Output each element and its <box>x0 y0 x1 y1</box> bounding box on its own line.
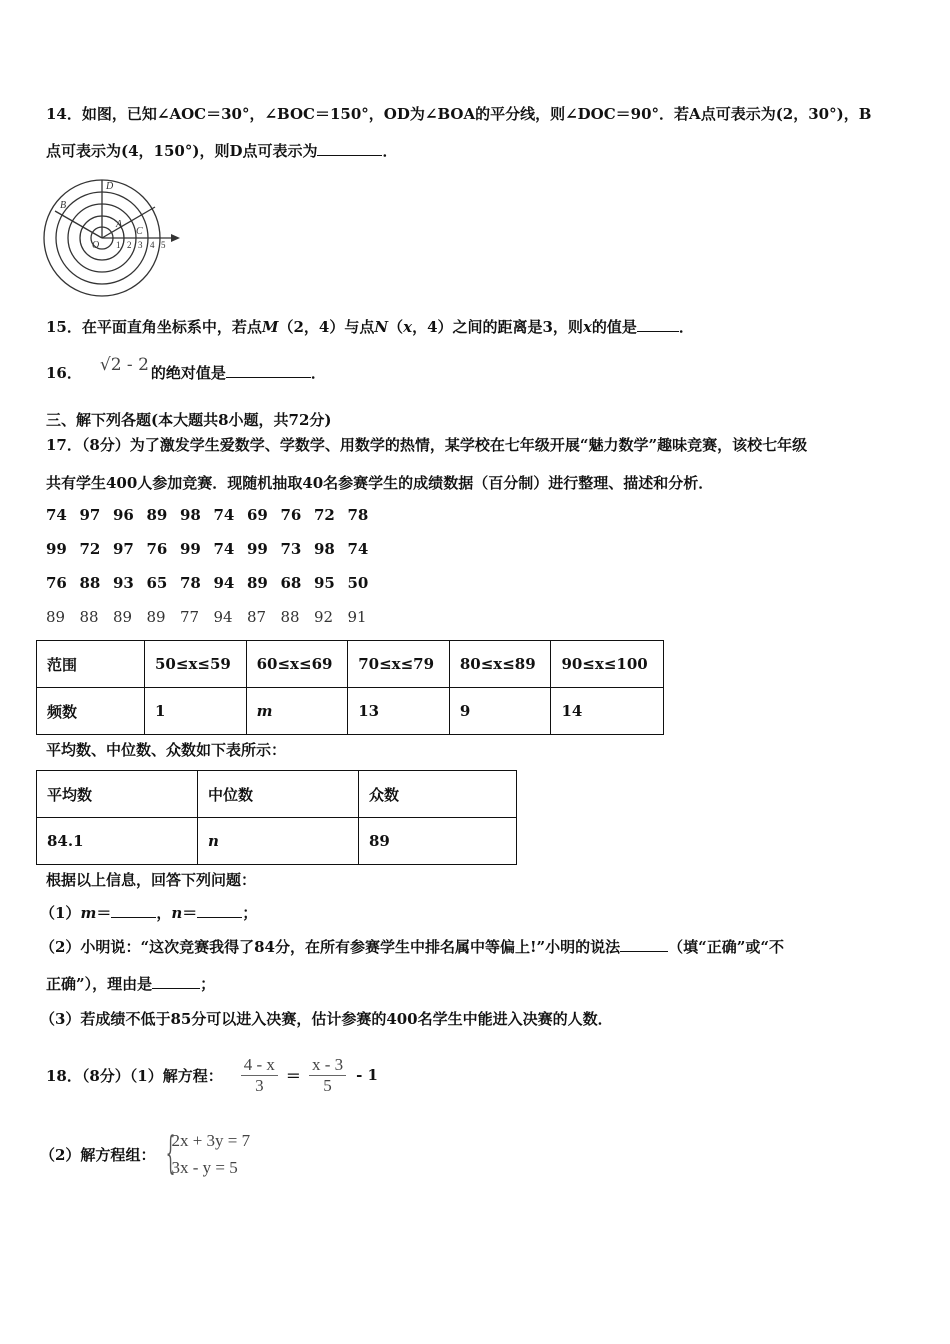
section-heading: 三、解下列各题(本大题共8小题，共72分) <box>46 411 332 429</box>
score: 89 <box>113 608 133 626</box>
score: 88 <box>79 574 101 592</box>
var-m: M <box>261 318 279 336</box>
score: 72 <box>79 540 101 558</box>
table-cell: 70≤x≤79 <box>348 641 450 688</box>
score: 87 <box>247 608 267 626</box>
table-cell: 1 <box>145 688 247 735</box>
score: 99 <box>46 540 67 558</box>
score-row <box>46 608 381 626</box>
answer-blank <box>111 902 156 918</box>
table-cell: n <box>198 818 359 865</box>
table-cell: 9 <box>449 688 551 735</box>
equals: ＝ <box>182 904 198 922</box>
table-cell: 50≤x≤59 <box>145 641 247 688</box>
q17-line2: 共有学生400人参加竞赛．现随机抽取40名参赛学生的成绩数据（百分制）进行整理、描述和分析． <box>46 474 714 492</box>
score-row <box>46 540 381 558</box>
q16-text: 的绝对值是 <box>150 364 226 382</box>
table-cell: 89 <box>359 818 517 865</box>
score-row <box>46 574 381 592</box>
table-header: 范围 <box>37 641 145 688</box>
q18-part1 <box>46 1040 378 1110</box>
q18-text: （2）解方程组： <box>40 1145 156 1164</box>
q15-text: 的值是 <box>591 318 637 336</box>
q15 <box>46 316 694 337</box>
q15-text: （2，4）与点 <box>278 318 375 336</box>
numerator: 4 - x <box>241 1055 278 1076</box>
comma: ， <box>156 904 172 922</box>
score: 69 <box>247 506 268 524</box>
score: 77 <box>180 608 200 626</box>
q17-part2-line1 <box>40 936 784 957</box>
score: 74 <box>213 540 235 558</box>
table-header: 中位数 <box>198 771 359 818</box>
score: 94 <box>213 608 233 626</box>
score: 72 <box>314 506 335 524</box>
var-n: N <box>374 318 389 336</box>
tick-3: 3 <box>138 240 143 250</box>
label-b: B <box>60 200 67 211</box>
q17-part3: （3）若成绩不低于85分可以进入决赛，估计参赛的400名学生中能进入决赛的人数． <box>40 1010 613 1028</box>
equals: ＝ <box>96 904 112 922</box>
stats-table <box>36 770 517 865</box>
semicolon: ； <box>200 975 216 993</box>
q17-intro: 根据以上信息，回答下列问题： <box>46 871 257 889</box>
q16 <box>46 355 326 383</box>
score: 95 <box>314 574 335 592</box>
label-c: C <box>136 226 143 237</box>
table-header: 众数 <box>359 771 517 818</box>
label-d: D <box>106 181 114 192</box>
table-header: 平均数 <box>37 771 198 818</box>
score: 92 <box>314 608 334 626</box>
answer-blank <box>620 936 668 952</box>
q15-end: ． <box>678 318 694 336</box>
score: 89 <box>46 608 66 626</box>
score: 94 <box>213 574 235 592</box>
table-cell: 90≤x≤100 <box>551 641 664 688</box>
table-cell: 84.1 <box>37 818 198 865</box>
q16-end: ． <box>310 364 326 382</box>
numerator: x - 3 <box>309 1055 346 1076</box>
denominator: 5 <box>323 1075 332 1095</box>
table-cell: 80≤x≤89 <box>449 641 551 688</box>
answer-blank <box>637 316 679 332</box>
table-cell: 13 <box>348 688 450 735</box>
frequency-table <box>36 640 664 735</box>
equals: ＝ <box>285 1066 301 1085</box>
q14-line2 <box>46 140 397 161</box>
brace-icon: { <box>166 1128 176 1179</box>
score: 97 <box>113 540 134 558</box>
q15-text: （ <box>388 318 404 336</box>
score: 78 <box>347 506 369 524</box>
score: 98 <box>180 506 201 524</box>
table-cell: 14 <box>551 688 664 735</box>
part-label: （1） <box>40 904 81 922</box>
score-row <box>46 506 381 524</box>
q16-number: 16． <box>46 364 82 382</box>
score: 88 <box>280 608 300 626</box>
fraction <box>241 1055 278 1096</box>
polar-coordinate-figure <box>40 176 185 298</box>
score: 91 <box>347 608 367 626</box>
score: 97 <box>79 506 101 524</box>
answer-blank <box>152 973 200 989</box>
table-header: 频数 <box>37 688 145 735</box>
table-cell: m <box>246 688 348 735</box>
score: 76 <box>46 574 67 592</box>
score: 88 <box>79 608 99 626</box>
q18-part2 <box>40 1124 250 1184</box>
tick-2: 2 <box>127 240 132 250</box>
score: 74 <box>213 506 235 524</box>
score: 74 <box>46 506 67 524</box>
label-a: A <box>116 219 123 230</box>
score: 96 <box>113 506 134 524</box>
q17-part2-text: （2）小明说：“这次竞赛我得了84分，在所有参赛学生中排名属中等偏上!”小明的说法 <box>40 938 621 956</box>
q17-part2-text: （填“正确”或“不 <box>668 938 785 956</box>
q17-part2-text: 正确”），理由是 <box>46 975 153 993</box>
score: 99 <box>247 540 268 558</box>
q18-text: 18．（8分）（1）解方程： <box>46 1066 223 1085</box>
arrow-icon <box>171 234 180 242</box>
minus-one: - 1 <box>356 1066 378 1084</box>
q14-end: ． <box>382 142 398 160</box>
tick-1: 1 <box>116 240 121 250</box>
score: 76 <box>280 506 302 524</box>
equation-system <box>171 1127 250 1181</box>
q17-line1: 17．（8分）为了激发学生爱数学、学数学、用数学的热情，某学校在七年级开展“魅力数学”趣味竞赛，该校七年级 <box>46 436 808 454</box>
score: 76 <box>146 540 168 558</box>
var-x: x <box>582 318 592 336</box>
score: 78 <box>180 574 201 592</box>
label-o: O <box>92 240 100 251</box>
denominator: 3 <box>255 1075 264 1095</box>
q14-line1: 14．如图，已知∠AOC＝30°，∠BOC＝150°，OD为∠BOA的平分线，则∠DOC＝90°．若A点可表示为(2，30°)，B <box>46 105 872 123</box>
answer-blank <box>317 140 382 156</box>
score: 89 <box>247 574 268 592</box>
fraction <box>309 1055 346 1096</box>
score: 89 <box>146 608 166 626</box>
score: 98 <box>314 540 335 558</box>
score: 50 <box>347 574 369 592</box>
answer-blank <box>197 902 242 918</box>
sqrt-expression: √2 - 2 <box>99 355 149 375</box>
q14-text: 点可表示为(4，150°)，则D点可表示为 <box>46 142 318 160</box>
q17-part2-line2 <box>46 973 215 994</box>
tick-5: 5 <box>161 240 166 250</box>
semicolon: ； <box>242 904 258 922</box>
answer-blank <box>226 362 311 378</box>
score: 89 <box>146 506 168 524</box>
q15-text: 15．在平面直角坐标系中，若点 <box>46 318 262 336</box>
score: 73 <box>280 540 302 558</box>
var-m: m <box>80 904 97 922</box>
score: 93 <box>113 574 134 592</box>
stats-caption: 平均数、中位数、众数如下表所示： <box>46 741 287 759</box>
score: 99 <box>180 540 201 558</box>
table-cell: 60≤x≤69 <box>246 641 348 688</box>
score: 68 <box>280 574 302 592</box>
score: 74 <box>347 540 369 558</box>
q17-part1 <box>40 902 257 923</box>
var-n: n <box>171 904 183 922</box>
equation: 3x - y = 5 <box>171 1158 238 1177</box>
score: 65 <box>146 574 168 592</box>
var-x: x <box>403 318 413 336</box>
equation: 2x + 3y = 7 <box>171 1131 251 1150</box>
tick-4: 4 <box>150 240 155 250</box>
q15-text: ，4）之间的距离是3，则 <box>412 318 583 336</box>
